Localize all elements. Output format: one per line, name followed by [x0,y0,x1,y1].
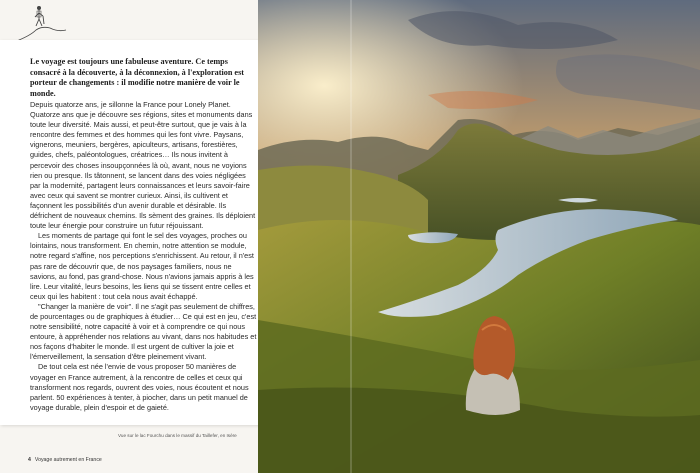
landscape-photo [258,0,700,473]
folio [28,457,102,463]
paragraph: De tout cela est née l'envie de vous proposer 50 manières de voyager en France autrement, à la rencontre de celles et ceux qui transforment nos regards, ouvrent des voies, nous écoutent et nous parlent. 50 expériences à tenter, à piocher, dans un petit manuel de voyage durable, plein d'espoir et de gaieté. [30,362,249,412]
book-title: Voyage autrement en France [34,457,102,463]
page-gutter [350,0,352,473]
intro-paragraph: Le voyage est toujours une fabuleuse aventure. Ce temps consacré à la découverte, à la déconnexion, à l'exploration est porteur de changements : il modifie notre manière de voir le monde. [30,57,244,98]
paragraph: Les moments de partage qui font le sel des voyages, proches ou lointains, nous transforment. En chemin, notre attention se module, notre regard s'affine, nos perceptions s'enrichissent. Au retour, il n'est pas rare de découvrir que, de nos paysages familiers, nous ne savions, au fond, pas grand-chose. Nous n'avions jamais appris à les lire. Leur vitalité, leurs besoins, les liens qui se tissent entre celles et ceux qui les habitent : tout cela nous avait échappé. [30,231,254,301]
page-number: 4 [28,457,31,463]
body-text [30,100,258,413]
paragraph: "Changer la manière de voir". Il ne s'agit pas seulement de chiffres, de pourcentages ou de graphiques à étudier… Ce qui est en jeu, c'est notre sensibilité, notre capacité à voir et à comprendre ce qui nous entoure, à appréhender nos relations au vivant, dans nos habitudes et nos façons d'habiter le monde. Il est urgent de cultiver la joie et l'émerveillement, la sensation d'être pleinement vivant. [30,301,257,362]
photo-caption: Vue sur le lac Fourchu dans le massif du Taillefer, en Isère [118,433,237,438]
paragraph: Depuis quatorze ans, je sillonne la France pour Lonely Planet. Quatorze ans que je découvre ses régions, sites et monuments dans toute leur diversité. Mais aussi, et peut-être surtout, que je vais à la rencontre des femmes et des hommes qui les font vivre. Paysans, vignerons, meuniers, bergères, apiculteurs, artisans, forestières, guides, chefs, paléontologues, créatrices… Ils nous invitent à percevoir des choses insoupçonnées là où, avant, nous ne voyions rien ou presque. Ils tâtonnent, se lancent dans des voies négligées par la modernité, partagent leurs connaissances et leurs savoir-faire avec ceux qui savent se montrer curieux. Ainsi, ils cultivent et façonnent les possibilités d'un avenir durable et désirable. Ils défrichent de nouveaux chemins. Ils sèment des graines. Ils déploient toute leur énergie pour construire un futur réjouissant. [30,100,256,231]
